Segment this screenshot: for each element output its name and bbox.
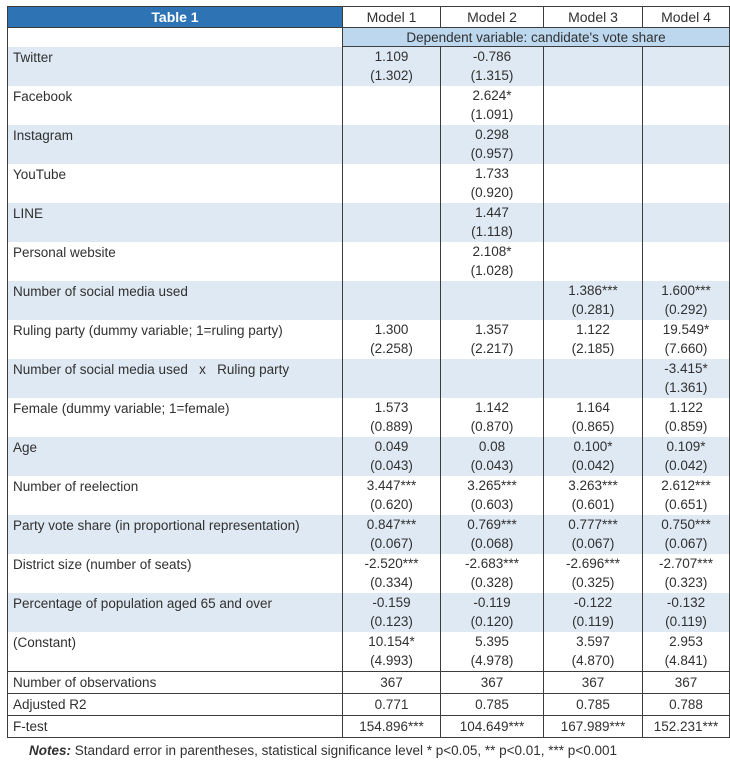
- table-row: [8, 632, 730, 672]
- coefficient-cell: [643, 359, 730, 398]
- coefficient-cell: [544, 437, 643, 476]
- summary-value: 0.785: [544, 694, 643, 716]
- row-label: District size (number of seats): [13, 557, 192, 572]
- coefficient-cell: [643, 320, 730, 359]
- standard-error-value: (0.859): [664, 419, 708, 434]
- standard-error-value: (0.042): [571, 458, 615, 473]
- coefficient-cell: [441, 593, 544, 632]
- coefficient-cell: [441, 320, 544, 359]
- notes-label: Notes:: [29, 743, 72, 758]
- coefficient-value: 1.573: [374, 400, 409, 415]
- coefficient-cell: [343, 554, 441, 593]
- standard-error-value: (1.091): [470, 107, 514, 122]
- standard-error-value: (0.334): [370, 575, 413, 590]
- coefficient-cell: [643, 86, 730, 125]
- column-header-model-2: Model 2: [441, 7, 544, 28]
- standard-error-value: (0.323): [664, 575, 708, 590]
- coefficient-value: -0.132: [666, 595, 706, 610]
- table-title: Table 1: [8, 7, 343, 28]
- table-notes: [29, 742, 730, 760]
- coefficient-value: 0.769***: [467, 517, 517, 532]
- standard-error-value: [343, 183, 440, 203]
- coefficient-cell: [544, 593, 643, 632]
- coefficient-value: 0.847***: [366, 517, 417, 532]
- coefficient-cell: [544, 632, 643, 672]
- coefficient-value: 0.750***: [661, 517, 711, 532]
- standard-error-value: (4.841): [664, 653, 708, 668]
- coefficient-value: 0.049: [374, 439, 409, 454]
- standard-error-value: (0.620): [370, 497, 413, 512]
- row-label: LINE: [13, 206, 44, 221]
- coefficient-cell: [343, 281, 441, 320]
- row-label: Party vote share (in proportional representation): [13, 518, 300, 533]
- coefficient-value: -2.520***: [364, 556, 419, 571]
- coefficient-value: -0.119: [473, 595, 511, 610]
- standard-error-value: (0.043): [370, 458, 413, 473]
- coefficient-cell: [441, 398, 544, 437]
- coefficient-cell: [441, 476, 544, 515]
- coefficient-cell: [441, 47, 544, 87]
- coefficient-value: [643, 242, 729, 261]
- coefficient-cell: [343, 437, 441, 476]
- coefficient-value: [343, 281, 440, 300]
- table-row: [8, 515, 730, 554]
- standard-error-value: (0.123): [370, 614, 413, 629]
- coefficient-value: [343, 164, 440, 183]
- standard-error-value: (0.889): [370, 419, 413, 434]
- standard-error-value: (0.119): [665, 614, 707, 629]
- standard-error-value: [544, 66, 642, 86]
- table-row: [8, 476, 730, 515]
- coefficient-cell: [544, 398, 643, 437]
- standard-error-value: (4.993): [370, 653, 413, 668]
- coefficient-value: [343, 86, 440, 105]
- header-row: [8, 7, 730, 28]
- coefficient-value: 0.109*: [666, 439, 706, 454]
- standard-error-value: [343, 222, 440, 242]
- coefficient-cell: [343, 86, 441, 125]
- coefficient-cell: [544, 86, 643, 125]
- standard-error-value: (1.028): [470, 263, 514, 278]
- standard-error-value: [441, 300, 543, 320]
- coefficient-value: 19.549*: [662, 322, 710, 337]
- table-row: [8, 242, 730, 281]
- table-row: [8, 164, 730, 203]
- coefficient-value: 1.733: [475, 166, 509, 181]
- standard-error-value: (1.302): [370, 68, 413, 83]
- standard-error-value: (0.920): [470, 185, 514, 200]
- standard-error-value: (0.120): [470, 614, 514, 629]
- coefficient-value: -0.786: [472, 49, 512, 64]
- coefficient-value: 1.386***: [568, 283, 618, 298]
- coefficient-cell: [544, 242, 643, 281]
- coefficient-cell: [441, 281, 544, 320]
- variable-rows: [8, 47, 730, 672]
- summary-value: 0.771: [343, 694, 441, 716]
- standard-error-value: (4.978): [470, 653, 514, 668]
- coefficient-cell: [441, 359, 544, 398]
- coefficient-cell: [343, 515, 441, 554]
- coefficient-value: 2.108*: [472, 244, 512, 259]
- coefficient-value: 1.122: [669, 400, 703, 415]
- coefficient-value: [544, 47, 642, 66]
- summary-value: 167.989***: [544, 716, 643, 738]
- coefficient-cell: [643, 515, 730, 554]
- summary-label: F-test: [8, 716, 343, 738]
- coefficient-cell: [441, 242, 544, 281]
- coefficient-cell: [343, 632, 441, 672]
- standard-error-value: (0.601): [571, 497, 615, 512]
- coefficient-cell: [343, 359, 441, 398]
- table-row: [8, 359, 730, 398]
- standard-error-value: [643, 144, 729, 164]
- coefficient-value: [343, 203, 440, 222]
- coefficient-value: 1.109: [374, 49, 409, 64]
- coefficient-value: [343, 125, 440, 144]
- coefficient-cell: [343, 203, 441, 242]
- coefficient-cell: [643, 476, 730, 515]
- row-label: Age: [13, 440, 38, 455]
- table-row: [8, 281, 730, 320]
- row-label: Number of social media used x Ruling party: [13, 362, 290, 377]
- standard-error-value: (0.068): [470, 536, 514, 551]
- coefficient-cell: [544, 281, 643, 320]
- summary-value: 0.788: [643, 694, 730, 716]
- coefficient-value: 1.600***: [661, 283, 711, 298]
- standard-error-value: (0.067): [571, 536, 615, 551]
- standard-error-value: (2.258): [370, 341, 413, 356]
- standard-error-value: (0.325): [571, 575, 615, 590]
- standard-error-value: (0.043): [470, 458, 514, 473]
- standard-error-value: (0.067): [664, 536, 708, 551]
- coefficient-value: [544, 242, 642, 261]
- coefficient-cell: [343, 320, 441, 359]
- coefficient-cell: [643, 398, 730, 437]
- column-header-model-3: Model 3: [544, 7, 643, 28]
- summary-value: 152.231***: [643, 716, 730, 738]
- standard-error-value: [643, 105, 729, 125]
- standard-error-value: [643, 222, 729, 242]
- coefficient-value: [544, 203, 642, 222]
- coefficient-cell: [544, 125, 643, 164]
- coefficient-value: -0.159: [372, 595, 411, 610]
- regression-table: [7, 6, 730, 738]
- coefficient-value: 3.265***: [467, 478, 517, 493]
- standard-error-value: [643, 66, 729, 86]
- standard-error-value: [343, 378, 440, 398]
- coefficient-value: 0.100*: [573, 439, 613, 454]
- coefficient-cell: [643, 593, 730, 632]
- standard-error-value: (0.119): [572, 614, 614, 629]
- standard-error-value: [343, 144, 440, 164]
- row-label: Twitter: [13, 49, 53, 65]
- coefficient-value: 2.612***: [661, 478, 711, 493]
- coefficient-value: 5.395: [475, 634, 509, 649]
- row-label: (Constant): [13, 635, 77, 650]
- coefficient-value: [544, 359, 642, 378]
- coefficient-cell: [343, 47, 441, 87]
- coefficient-value: [643, 203, 729, 222]
- row-label: Personal website: [13, 245, 116, 260]
- row-label: Female (dummy variable; 1=female): [13, 401, 230, 416]
- standard-error-value: [544, 222, 642, 242]
- coefficient-cell: [643, 554, 730, 593]
- coefficient-cell: [643, 47, 730, 87]
- coefficient-value: 0.298: [475, 127, 509, 142]
- coefficient-cell: [544, 554, 643, 593]
- standard-error-value: (0.865): [571, 419, 615, 434]
- coefficient-cell: [343, 398, 441, 437]
- standard-error-value: [544, 105, 642, 125]
- standard-error-value: (0.328): [470, 575, 514, 590]
- summary-value: 367: [343, 672, 441, 694]
- standard-error-value: (1.118): [471, 224, 513, 239]
- coefficient-cell: [544, 203, 643, 242]
- coefficient-value: -0.122: [573, 595, 613, 610]
- coefficient-cell: [643, 242, 730, 281]
- summary-value: 367: [643, 672, 730, 694]
- coefficient-value: 2.953: [669, 634, 703, 649]
- coefficient-value: [643, 47, 729, 66]
- standard-error-value: [544, 378, 642, 398]
- coefficient-cell: [544, 320, 643, 359]
- coefficient-value: [343, 359, 440, 378]
- row-label: Facebook: [13, 89, 73, 104]
- standard-error-value: [544, 144, 642, 164]
- summary-value: 367: [441, 672, 544, 694]
- summary-row: [8, 672, 730, 694]
- coefficient-value: -2.683***: [464, 556, 520, 571]
- summary-value: 154.896***: [343, 716, 441, 738]
- dependent-variable-header: Dependent variable: candidate's vote share: [343, 28, 730, 47]
- coefficient-value: 1.447: [475, 205, 509, 220]
- table-row: [8, 554, 730, 593]
- coefficient-value: 3.447***: [366, 478, 417, 493]
- coefficient-value: [441, 359, 543, 378]
- standard-error-value: (2.217): [470, 341, 514, 356]
- standard-error-value: (1.315): [470, 68, 514, 83]
- notes-text: Standard error in parentheses, statistical significance level * p<0.05, ** p<0.01, *** p<0.001: [71, 743, 617, 758]
- coefficient-cell: [343, 593, 441, 632]
- coefficient-value: [343, 242, 440, 261]
- standard-error-value: (0.651): [664, 497, 708, 512]
- summary-label: Number of observations: [8, 672, 343, 694]
- coefficient-value: 0.08: [478, 439, 506, 454]
- coefficient-value: [643, 164, 729, 183]
- table-row: [8, 320, 730, 359]
- summary-rows: [8, 672, 730, 738]
- row-label: Instagram: [13, 128, 74, 143]
- coefficient-value: 1.122: [576, 322, 610, 337]
- coefficient-cell: [441, 86, 544, 125]
- coefficient-cell: [441, 632, 544, 672]
- standard-error-value: (0.067): [370, 536, 413, 551]
- coefficient-cell: [643, 632, 730, 672]
- coefficient-value: [544, 86, 642, 105]
- standard-error-value: [343, 300, 440, 320]
- table-row: [8, 398, 730, 437]
- standard-error-value: (0.957): [470, 146, 514, 161]
- row-label: Number of social media used: [13, 284, 188, 299]
- coefficient-value: [544, 125, 642, 144]
- row-label: Percentage of population aged 65 and over: [13, 596, 272, 611]
- coefficient-cell: [441, 164, 544, 203]
- coefficient-value: [643, 86, 729, 105]
- table-row: [8, 125, 730, 164]
- coefficient-cell: [441, 125, 544, 164]
- coefficient-cell: [441, 554, 544, 593]
- coefficient-cell: [343, 125, 441, 164]
- coefficient-value: -2.696***: [565, 556, 621, 571]
- coefficient-cell: [343, 476, 441, 515]
- coefficient-cell: [441, 203, 544, 242]
- coefficient-value: -3.415*: [664, 361, 708, 376]
- coefficient-value: 3.597: [576, 634, 610, 649]
- coefficient-cell: [544, 164, 643, 203]
- coefficient-value: 0.777***: [568, 517, 618, 532]
- coefficient-cell: [441, 515, 544, 554]
- column-header-model-1: Model 1: [343, 7, 441, 28]
- standard-error-value: (1.361): [664, 380, 708, 395]
- summary-value: 104.649***: [441, 716, 544, 738]
- coefficient-cell: [643, 203, 730, 242]
- coefficient-value: 2.624*: [472, 88, 512, 103]
- table-row: [8, 593, 730, 632]
- coefficient-value: [643, 125, 729, 144]
- column-header-model-4: Model 4: [643, 7, 730, 28]
- standard-error-value: [643, 261, 729, 281]
- standard-error-value: [343, 105, 440, 125]
- row-label: YouTube: [13, 167, 67, 182]
- summary-value: 0.785: [441, 694, 544, 716]
- subheader-spacer: [8, 28, 343, 47]
- coefficient-cell: [544, 476, 643, 515]
- standard-error-value: [544, 183, 642, 203]
- table-row: [8, 47, 730, 87]
- coefficient-cell: [544, 359, 643, 398]
- standard-error-value: (0.603): [470, 497, 514, 512]
- coefficient-value: 1.300: [374, 322, 409, 337]
- coefficient-cell: [643, 125, 730, 164]
- coefficient-value: 1.164: [576, 400, 610, 415]
- coefficient-cell: [343, 242, 441, 281]
- coefficient-cell: [544, 47, 643, 87]
- coefficient-value: 10.154*: [368, 634, 415, 649]
- table-row: [8, 86, 730, 125]
- standard-error-value: (0.281): [571, 302, 615, 317]
- table-row: [8, 437, 730, 476]
- summary-row: [8, 694, 730, 716]
- coefficient-value: 1.142: [475, 400, 509, 415]
- standard-error-value: [643, 183, 729, 203]
- coefficient-value: -2.707***: [658, 556, 714, 571]
- coefficient-value: 1.357: [475, 322, 509, 337]
- summary-value: 367: [544, 672, 643, 694]
- coefficient-value: 3.263***: [568, 478, 618, 493]
- subheader-row: [8, 28, 730, 47]
- coefficient-cell: [643, 281, 730, 320]
- coefficient-cell: [441, 437, 544, 476]
- coefficient-cell: [643, 164, 730, 203]
- summary-label: Adjusted R2: [8, 694, 343, 716]
- coefficient-cell: [343, 164, 441, 203]
- standard-error-value: [441, 378, 543, 398]
- standard-error-value: (0.292): [664, 302, 708, 317]
- standard-error-value: [343, 261, 440, 281]
- coefficient-cell: [544, 515, 643, 554]
- summary-row: [8, 716, 730, 738]
- row-label: Number of reelection: [13, 479, 139, 494]
- standard-error-value: (2.185): [571, 341, 615, 356]
- standard-error-value: (0.870): [470, 419, 514, 434]
- coefficient-value: [544, 164, 642, 183]
- standard-error-value: (7.660): [664, 341, 708, 356]
- coefficient-value: [441, 281, 543, 300]
- coefficient-cell: [643, 437, 730, 476]
- standard-error-value: (4.870): [571, 653, 615, 668]
- standard-error-value: [544, 261, 642, 281]
- row-label: Ruling party (dummy variable; 1=ruling party): [13, 323, 283, 338]
- table-row: [8, 203, 730, 242]
- standard-error-value: (0.042): [664, 458, 708, 473]
